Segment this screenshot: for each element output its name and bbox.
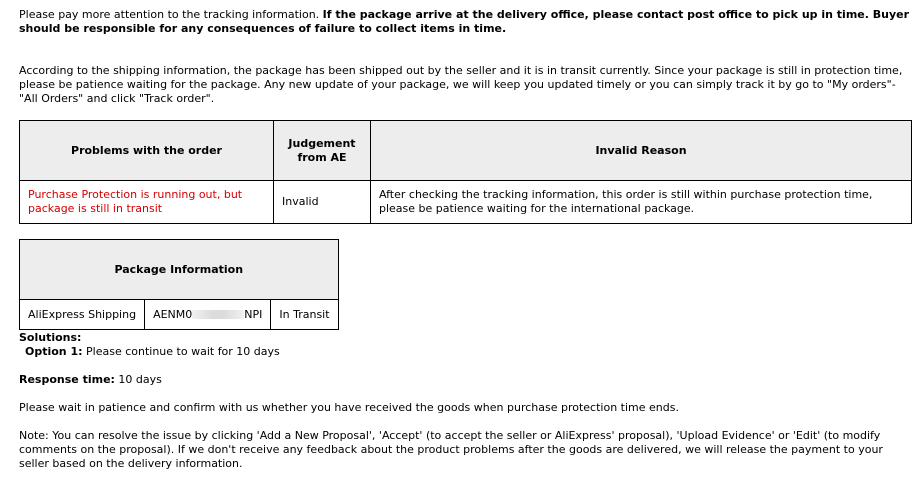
solution-option-1 [25,345,918,359]
problems-table-header [20,121,912,181]
reason-cell: After checking the tracking information, this order is still within purchase protection time, please be patience waiting for the international package. [371,181,912,224]
tracking-suffix: NPI [244,307,263,321]
status-cell: In Transit [271,300,338,330]
problems-table [19,120,912,224]
option-text: Please continue to wait for 10 days [82,345,280,358]
table-row [20,300,339,330]
response-time [19,373,914,387]
carrier-cell: AliExpress Shipping [20,300,145,330]
tracking-notice [19,8,914,36]
response-time-value: 10 days [114,373,162,386]
tracking-prefix: AENM0 [153,307,193,321]
table-row [20,181,912,224]
judgement-cell: Invalid [274,181,371,224]
note-text: Note: You can resolve the issue by clicking 'Add a New Proposal', 'Accept' (to accept the seller or AliExpress' proposal), 'Upload Evidence' or 'Edit' (to modify comments on the proposal). If we don't receive any feedback about the product problems after the goods are delivered, we will release the payment to your seller based on the delivery information. [19,429,883,470]
tracking-notice-bold: If the package arrive at the delivery office, please contact post office to pick up in time. Buyer should be responsible for any consequences of failure to collect items in time. [19,8,910,35]
redacted-tracking-segment [192,310,244,319]
header-problems: Problems with the order [20,121,274,181]
package-table-header [20,240,339,300]
tracking-notice-text: Please pay more attention to the tracking information. [19,8,323,21]
solutions-title: Solutions: [19,331,82,344]
tracking-number-cell [145,300,271,330]
response-time-label: Response time: [19,373,115,386]
problem-cell: Purchase Protection is running out, but package is still in transit [20,181,274,224]
header-invalid-reason: Invalid Reason [371,121,912,181]
option-label: Option 1: [25,345,83,358]
header-judgement: Judgement from AE [274,121,371,181]
wait-message: Please wait in patience and confirm with us whether you have received the goods when purchase protection time ends. [19,401,679,414]
shipping-info: According to the shipping information, the package has been shipped out by the seller and it is in transit currently. Since your package is still in protection time, please be patience waiting for the package. Any new update of your package, we will keep you updated timely or you can simply track it by go to "My orders"-"All Orders" and click "Track order". [19,64,903,105]
header-package-information: Package Information [20,240,339,300]
package-table [19,239,339,330]
